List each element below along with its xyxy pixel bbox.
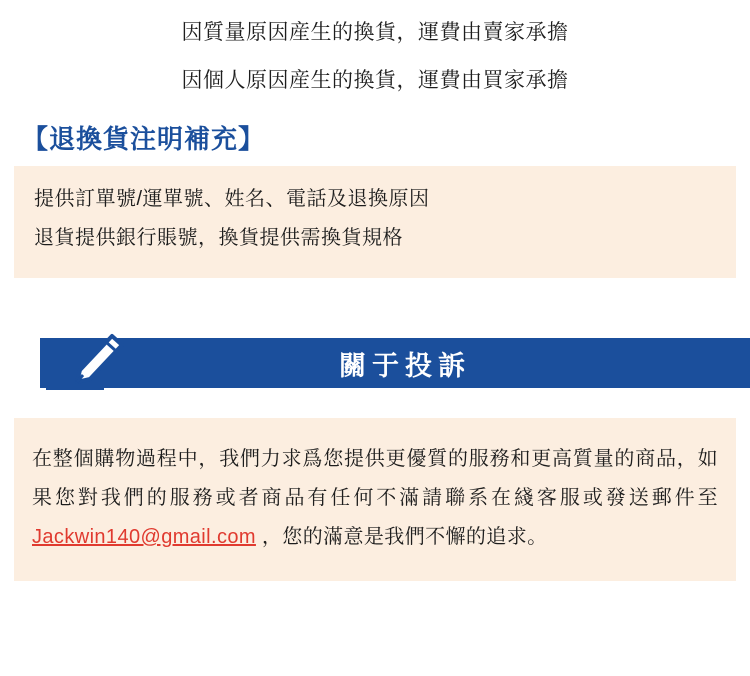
complaint-text-box: [14, 418, 736, 581]
note-line: 提供訂單號/運單號、姓名、電話及退換原因: [34, 188, 430, 211]
return-note-box: [14, 166, 736, 278]
complaint-text-part2: ，您的滿意是我們不懈的追求。: [255, 526, 548, 549]
pencil-edit-icon: [40, 324, 126, 396]
policy-line: 因個人原因産生的換貨，運費由買家承擔: [181, 68, 569, 92]
banner-title: 關于投訴: [339, 350, 471, 381]
complaint-text-part1: 在整個購物過程中，我們力求爲您提供更優質的服務和更高質量的商品，如果您對我們的服務或者商品有任何不滿請聯系在綫客服或發送郵件至: [32, 448, 718, 510]
return-note-heading: 【退換貨注明補充】: [22, 124, 266, 155]
note-line: 退貨提供銀行賬號，換貨提供需換貨規格: [34, 227, 403, 250]
complaint-banner: [0, 324, 750, 396]
complaint-paragraph: [32, 440, 718, 557]
banner-bar: [40, 338, 750, 388]
policy-line: 因質量原因産生的換貨，運費由賣家承擔: [181, 21, 569, 44]
return-policy-lines: [0, 0, 750, 97]
support-email-link[interactable]: Jackwin140@gmail.com: [32, 526, 256, 549]
